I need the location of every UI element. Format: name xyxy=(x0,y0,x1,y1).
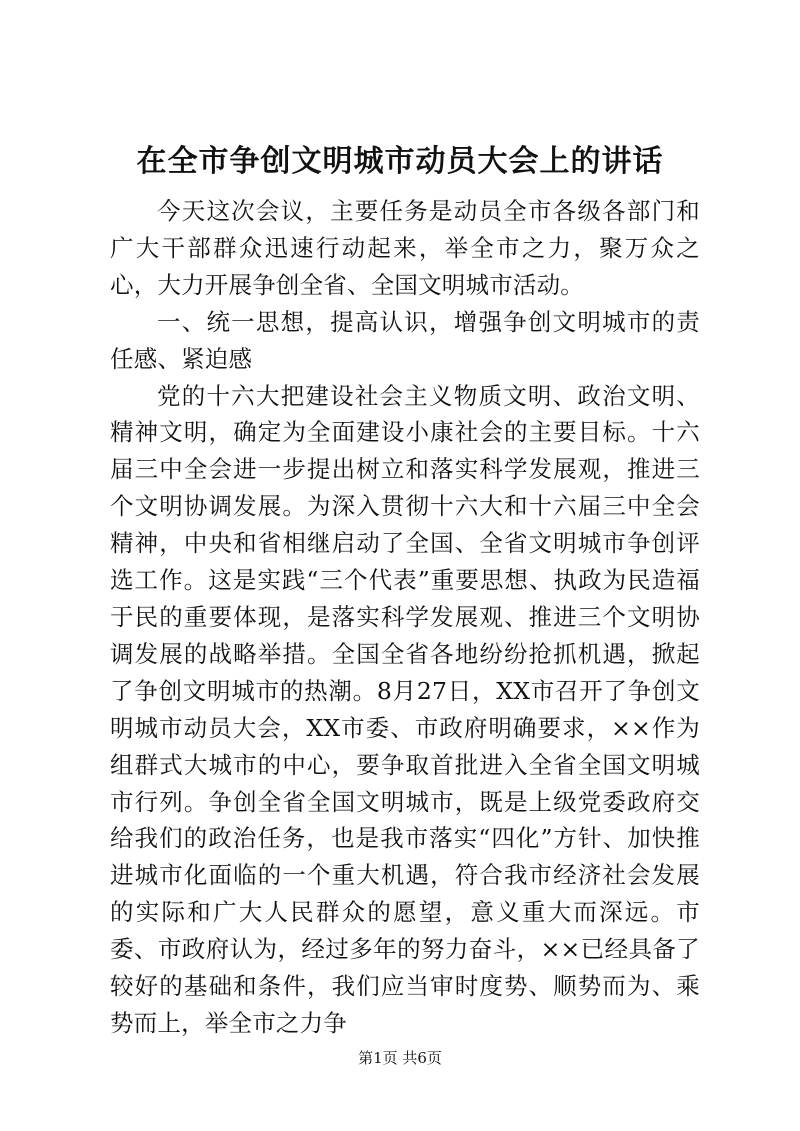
paragraph-intro: 今天这次会议，主要任务是动员全市各级各部门和广大干部群众迅速行动起来，举全市之力，聚万众之心，大力开展争创全省、全国文明城市活动。 xyxy=(110,197,700,299)
section-heading: 一、统一思想，提高认识，增强争创文明城市的责任感、紧迫感 xyxy=(110,307,700,373)
page-title: 在全市争创文明城市动员大会上的讲话 xyxy=(136,144,664,179)
document-body xyxy=(110,193,700,1042)
page-footer: 第1页 共6页 xyxy=(358,1049,442,1067)
paragraph-main: 党的十六大把建设社会主义物质文明、政治文明、精神文明，确定为全面建设小康社会的主要目标。十六届三中全会进一步提出树立和落实科学发展观，推进三个文明协调发展。为深入贯彻十六大和十六届三中全会精神，中央和省相继启动了全国、全省文明城市争创评选工作。这是实践“三个代表”重要思想、执政为民造福于民的重要体现，是落实科学发展观、推进三个文明协调发展的战略举措。全国全省各地纷纷抢抓机遇，掀起了争创文明城市的热潮。8月27日，XX市召开了争创文明城市动员大会，XX市委、市政府明确要求，××作为组群式大城市的中心，要争取首批进入全省全国文明城市行列。争创全省全国文明城市，既是上级党委政府交给我们的政治任务，也是我市落实“四化”方针、加快推进城市化面临的一个重大机遇，符合我市经济社会发展的实际和广大人民群众的愿望，意义重大而深远。市委、市政府认为，经过多年的努力奋斗，××已经具备了较好的基础和条件，我们应当审时度势、顺势而为、乘势而上，举全市之力争 xyxy=(110,381,700,1037)
